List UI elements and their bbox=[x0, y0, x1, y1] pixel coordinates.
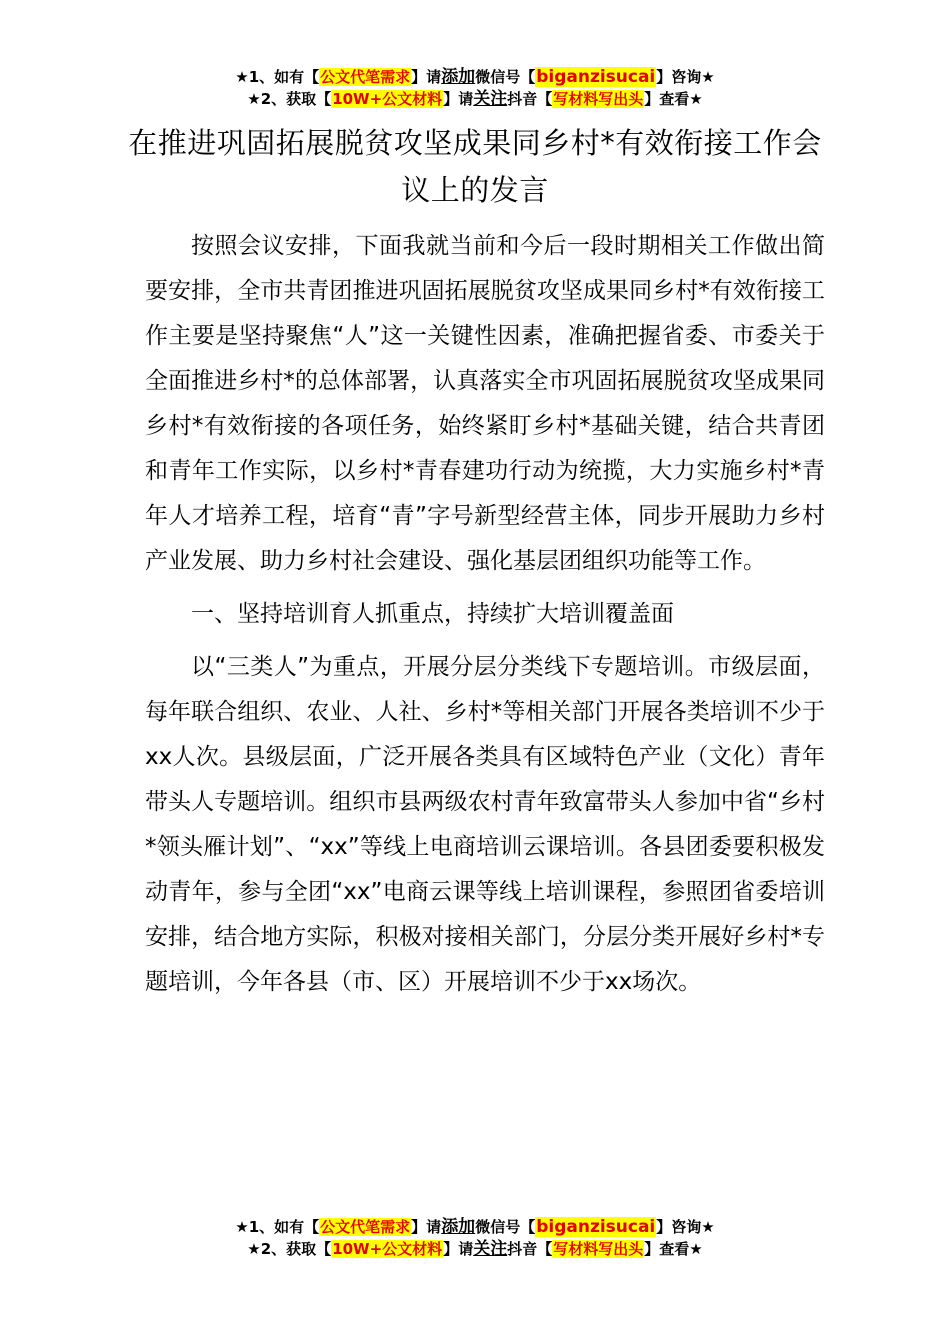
banner-line-1 bbox=[0, 1216, 950, 1238]
banner-emphasis: 添加 bbox=[441, 1217, 476, 1237]
banner-text: 】请 bbox=[411, 1218, 442, 1236]
banner-emphasis: 添加 bbox=[441, 67, 476, 87]
banner-text: 微信号【 bbox=[475, 68, 536, 86]
banner-text: ★1、如有【 bbox=[235, 1218, 320, 1236]
section-heading: 一、坚持培训育人抓重点，持续扩大培训覆盖面 bbox=[191, 601, 674, 627]
banner-line-2 bbox=[0, 1238, 950, 1260]
banner-text: 微信号【 bbox=[475, 1218, 536, 1236]
section-paragraph: 以“三类人”为重点，开展分层分类线下专题培训。市级层面，每年联合组织、农业、人社、乡村*等相关部门开展各类培训不少于xx人次。县级层面，广泛开展各类具有区域特色产业（文化）青年带头人专题培训。组织市县两级农村青年致富带头人参加中省“乡村*领头雁计划”、“xx”等线上电商培训云课培训。各县团委要积极发动青年，参与全团“xx”电商云课等线上培训课程，参照团省委培训安排，结合地方实际，积极对接相关部门，分层分类开展好乡村*专题培训，今年各县（市、区）开展培训不少于xx场次。 bbox=[145, 654, 825, 995]
banner-emphasis: 关注 bbox=[473, 89, 508, 109]
banner-highlight: biganzisucai bbox=[536, 1217, 656, 1237]
bottom-banner bbox=[0, 1216, 950, 1260]
banner-highlight: 写材料写出头 bbox=[553, 1240, 644, 1258]
banner-highlight: 10W+公文材料 bbox=[332, 90, 443, 108]
banner-text: ★1、如有【 bbox=[235, 68, 320, 86]
top-banner bbox=[0, 66, 950, 110]
banner-text: 抖音【 bbox=[507, 1240, 553, 1258]
document-body bbox=[145, 224, 825, 1005]
banner-text: 】请 bbox=[411, 68, 442, 86]
intro-paragraph: 按照会议安排，下面我就当前和今后一段时期相关工作做出简要安排，全市共青团推进巩固拓展脱贫攻坚成果同乡村*有效衔接工作主要是坚持聚焦“人”这一关键性因素，准确把握省委、市委关于全面推进乡村*的总体部署，认真落实全市巩固拓展脱贫攻坚成果同乡村*有效衔接的各项任务，始终紧盯乡村*基础关键，结合共青团和青年工作实际，以乡村*青春建功行动为统揽，大力实施乡村*青年人才培养工程，培育“青”字号新型经营主体，同步开展助力乡村产业发展、助力乡村社会建设、强化基层团组织功能等工作。 bbox=[145, 233, 825, 574]
banner-line-1 bbox=[0, 66, 950, 88]
banner-text: ★2、获取【 bbox=[247, 90, 332, 108]
banner-highlight: 10W+公文材料 bbox=[332, 1240, 443, 1258]
banner-highlight: 公文代笔需求 bbox=[320, 1218, 411, 1236]
banner-highlight: 写材料写出头 bbox=[553, 90, 644, 108]
banner-text: 】请 bbox=[443, 1240, 474, 1258]
banner-text: ★2、获取【 bbox=[247, 1240, 332, 1258]
banner-emphasis: 关注 bbox=[473, 1239, 508, 1259]
banner-text: 抖音【 bbox=[507, 90, 553, 108]
banner-text: 】查看★ bbox=[644, 1240, 703, 1258]
banner-text: 】请 bbox=[443, 90, 474, 108]
banner-text: 】咨询★ bbox=[656, 1218, 715, 1236]
banner-line-2 bbox=[0, 88, 950, 110]
banner-text: 】咨询★ bbox=[656, 68, 715, 86]
banner-highlight: 公文代笔需求 bbox=[320, 68, 411, 86]
banner-text: 】查看★ bbox=[644, 90, 703, 108]
document-title: 在推进巩固拓展脱贫攻坚成果同乡村*有效衔接工作会议上的发言 bbox=[128, 126, 822, 207]
banner-highlight: biganzisucai bbox=[536, 67, 656, 87]
